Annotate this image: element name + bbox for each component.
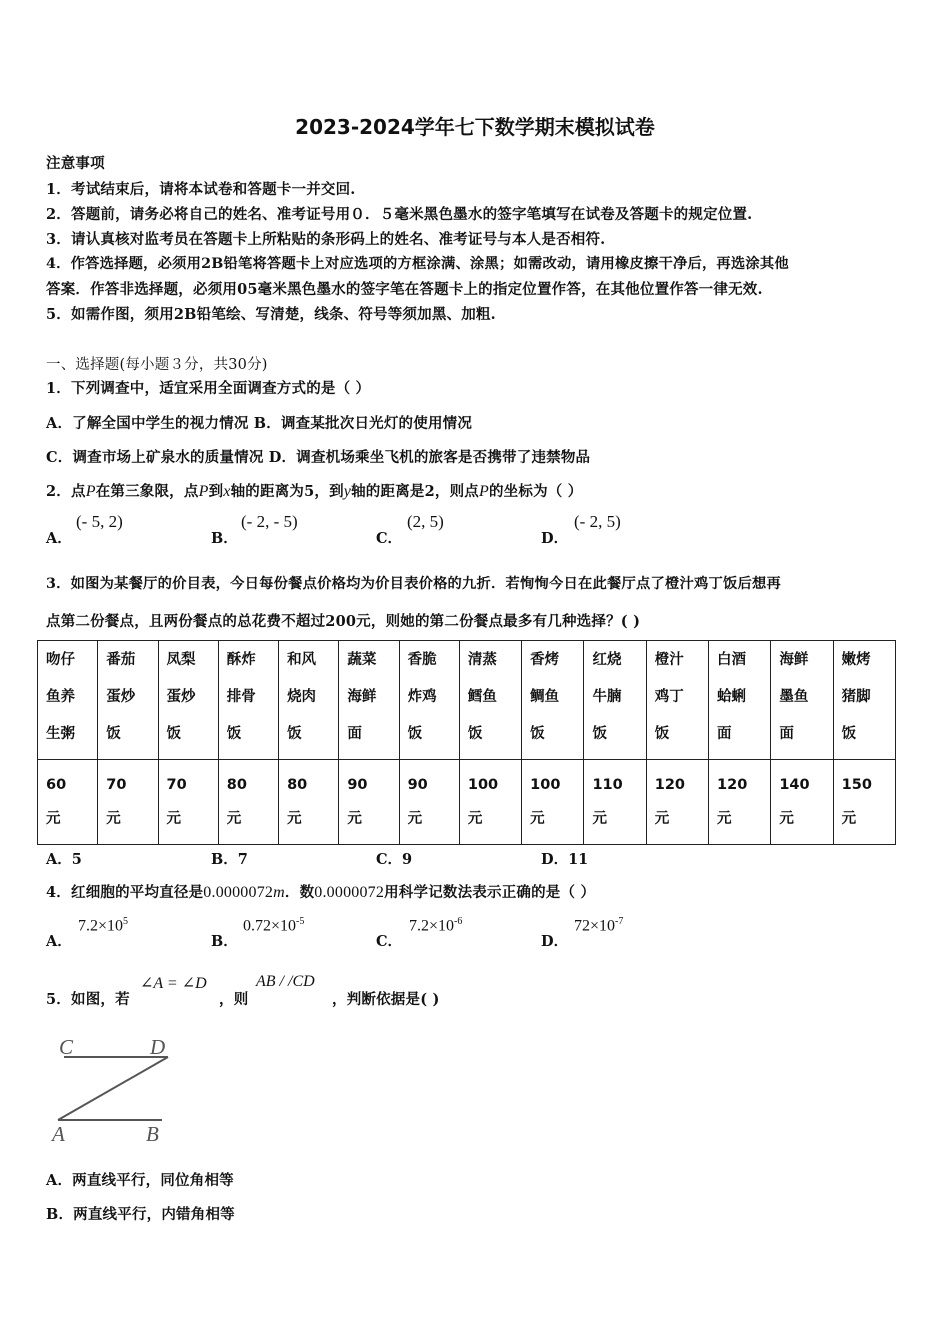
table-cell: 蔬菜 海鲜 面 [339, 641, 399, 760]
table-cell: 红烧 牛腩 饭 [584, 641, 646, 760]
q5-stem-a: 5．如图，若 [46, 991, 130, 1008]
q2-option-d-label: D． [541, 530, 569, 547]
parallel-lines-figure [50, 1032, 180, 1152]
q2-option-c-label: C． [376, 530, 403, 547]
table-cell: 90 元 [339, 760, 399, 845]
segment-ad [58, 1057, 168, 1120]
table-cell: 清蒸 鳕鱼 饭 [459, 641, 521, 760]
q4-option-c: $7.2\times 10^{-6}$ [409, 916, 463, 935]
table-cell: 100 元 [522, 760, 584, 845]
q5-condition: ∠A = ∠D [140, 975, 207, 992]
q2-option-a: (- 5, 2) [76, 512, 123, 531]
q3-stem-line1: 3．如图为某餐厅的价目表，今日每份餐点价格均为价目表价格的九折．若恂恂今日在此餐厅点了橙汁鸡丁饭后想再 [46, 576, 781, 592]
table-row [38, 641, 896, 760]
section-heading: 一、选择题(每小题３分，共30分) [46, 357, 268, 373]
q5-stem-b: ，则 [219, 991, 249, 1008]
table-cell: 120 元 [709, 760, 771, 845]
table-cell: 番茄 蛋炒 饭 [98, 641, 158, 760]
table-cell: 和风 烧肉 饭 [279, 641, 339, 760]
q2-option-b: (- 2, - 5) [241, 512, 298, 531]
q5-option-a: A．两直线平行，同位角相等 [46, 1172, 234, 1189]
table-cell: 橙汁 鸡丁 饭 [646, 641, 708, 760]
q4-option-c-label: C． [376, 933, 403, 950]
table-cell: 香脆 炸鸡 饭 [399, 641, 459, 760]
q2-stem: 2．点P在第三象限，点P到x轴的距离为5，到y轴的距离是2，则点P的坐标为（ ） [46, 483, 583, 500]
table-cell: 酥炸 排骨 饭 [218, 641, 278, 760]
table-cell: 香烤 鲷鱼 饭 [522, 641, 584, 760]
q4-option-b: $0.72\times 10^{-5}$ [243, 916, 305, 935]
q4-option-a: $7.2\times 10^5$ [78, 916, 129, 935]
q1-options-ab: A．了解全国中学生的视力情况 B．调查某批次日光灯的使用情况 [46, 415, 473, 432]
label-c: C [59, 1035, 74, 1059]
table-cell: 白酒 蛤蜊 面 [709, 641, 771, 760]
q3-option-d: D．11 [541, 851, 589, 868]
q1-stem: 1．下列调查中，适宜采用全面调查方式的是（ ） [46, 380, 371, 397]
table-cell: 150 元 [833, 760, 895, 845]
q5-stem-c: ，判断依据是( ) [332, 991, 440, 1008]
page-title: 2023-2024学年七下数学期末模拟试卷 [295, 115, 655, 139]
q4-option-d: $72\times 10^{-7}$ [574, 916, 624, 935]
q4-option-b-label: B． [211, 933, 238, 950]
q2-option-a-label: A． [46, 530, 72, 547]
table-cell: 100 元 [459, 760, 521, 845]
notice-item: 2．答题前，请务必将自己的姓名、准考证号用０．５毫米黑色墨水的签字笔填写在试卷及答题卡的规定位置. [46, 206, 753, 223]
table-cell: 60 元 [38, 760, 98, 845]
q2-option-b-label: B． [211, 530, 238, 547]
table-row [38, 760, 896, 845]
label-d: D [150, 1035, 166, 1059]
q4-stem: 4．红细胞的平均直径是0.0000072m．数0.0000072用科学记数法表示正确的是（ ） [46, 884, 596, 901]
q5-option-b: B．两直线平行，内错角相等 [46, 1206, 235, 1223]
table-cell: 120 元 [646, 760, 708, 845]
q3-option-c: C．9 [376, 851, 413, 868]
table-cell: 海鲜 墨鱼 面 [771, 641, 833, 760]
price-table [37, 640, 896, 845]
notice-item: 答案．作答非选择题，必须用05毫米黑色墨水的签字笔在答题卡上的指定位置作答，在其他位置作答一律无效. [46, 281, 763, 298]
table-cell: 吻仔 鱼养 生粥 [38, 641, 98, 760]
q3-stem-line2: 点第二份餐点，且两份餐点的总花费不超过200元，则她的第二份餐点最多有几种选择？( ) [46, 613, 641, 630]
q2-option-d: (- 2, 5) [574, 512, 621, 531]
table-cell: 凤梨 蛋炒 饭 [158, 641, 218, 760]
q3-option-a: A．5 [46, 851, 82, 868]
notice-heading: 注意事项 [46, 155, 105, 172]
q1-options-cd: C．调查市场上矿泉水的质量情况 D．调查机场乘坐飞机的旅客是否携带了违禁物品 [46, 449, 591, 466]
table-cell: 140 元 [771, 760, 833, 845]
label-a: A [52, 1122, 65, 1146]
q3-option-b: B．7 [211, 851, 248, 868]
table-cell: 70 元 [98, 760, 158, 845]
table-cell: 110 元 [584, 760, 646, 845]
notice-item: 1．考试结束后，请将本试卷和答题卡一并交回. [46, 181, 356, 198]
notice-item: 3．请认真核对监考员在答题卡上所粘贴的条形码上的姓名、准考证号与本人是否相符. [46, 231, 606, 248]
table-cell: 80 元 [279, 760, 339, 845]
q4-option-d-label: D． [541, 933, 569, 950]
notice-item: 4．作答选择题，必须用2B铅笔将答题卡上对应选项的方框涂满、涂黑；如需改动，请用橡皮擦干净后，再选涂其他 [46, 256, 789, 272]
table-cell: 90 元 [399, 760, 459, 845]
table-cell: 70 元 [158, 760, 218, 845]
label-b: B [146, 1122, 159, 1146]
q2-option-c: (2, 5) [407, 512, 444, 531]
notice-item: 5．如需作图，须用2B铅笔绘、写清楚，线条、符号等须加黑、加粗. [46, 306, 496, 323]
table-cell: 嫩烤 猪脚 饭 [833, 641, 895, 760]
q4-option-a-label: A． [46, 933, 72, 950]
q5-conclusion: AB / /CD [256, 973, 315, 990]
table-cell: 80 元 [218, 760, 278, 845]
